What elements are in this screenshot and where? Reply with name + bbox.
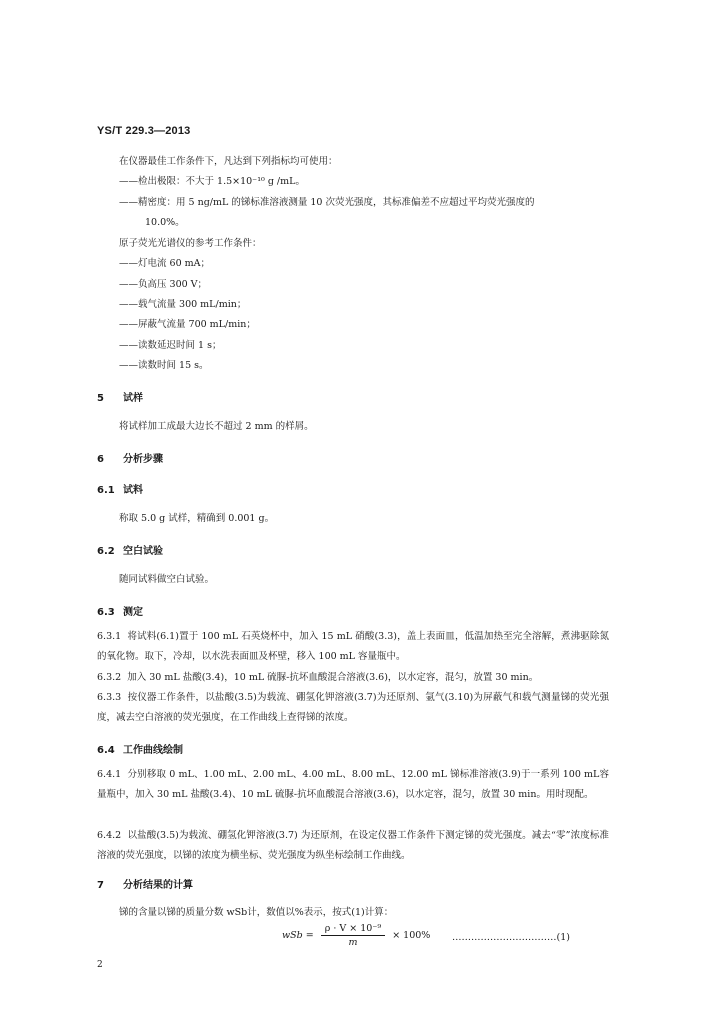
section-heading [97,389,143,404]
section-title: 试样 [123,393,143,404]
intro-line: ——检出极限：不大于 1.5×10⁻¹⁰ g /mL。 [119,176,305,187]
page-number: 2 [97,960,103,970]
clause-paragraph [97,826,609,866]
clause-paragraph [97,765,609,805]
standard-code-header: YS/T 229.3—2013 [97,125,191,137]
section-number: 6.2 [97,546,115,557]
clause-number: 6.3.1 [97,631,122,642]
intro-line: ——读数时间 15 s。 [119,360,209,371]
intro-line: ——负高压 300 V； [119,279,208,290]
formula-number: ……………………………(1) [452,932,570,943]
subsection-heading [97,741,183,756]
clause-text: 按仪器工作条件，以盐酸(3.5)为载流、硼氢化钾溶液(3.7)为还原剂、氩气(3.10)为屏蔽气和载气测量锑的荧光强度，减去空白溶液的荧光强度，在工作曲线上查得锑的浓度。 [97,692,610,723]
section-number: 6.1 [97,485,115,496]
formula-numerator: ρ · V × 10⁻⁹ [321,923,385,936]
clause-text: 加入 30 mL 盐酸(3.4)，10 mL 硫脲-抗坏血酸混合溶液(3.6)，以水定容，混匀，放置 30 min。 [127,672,539,683]
clause-number: 6.3.2 [97,672,122,683]
section-text: 将试样加工成最大边长不超过 2 mm 的样屑。 [119,421,314,432]
section-title: 测定 [123,607,143,618]
calculation-intro: 锑的含量以锑的质量分数 wSb计，数值以%表示，按式(1)计算： [119,907,394,918]
clause-paragraph [97,627,609,667]
clause-text: 将试料(6.1)置于 100 mL 石英烧杯中，加入 15 mL 硝酸(3.3)，盖上表面皿，低温加热至完全溶解，煮沸驱除氮的氧化物。取下，冷却，以水洗表面皿及杯壁，移入 100 mL 容量瓶中。 [97,631,609,662]
intro-line: ——精密度：用 5 ng/mL 的锑标准溶液测量 10 次荧光强度，其标准偏差不应超过平均荧光强度的 [119,197,535,208]
formula-rhs: × 100% [392,930,431,941]
section-text: 随同试料做空白试验。 [119,574,215,585]
intro-line: ——载气流量 300 mL/min； [119,299,247,310]
section-title: 空白试验 [123,546,163,557]
clause-number: 6.4.2 [97,830,122,841]
intro-line: ——读数延迟时间 1 s； [119,340,222,351]
section-text: 称取 5.0 g 试样，精确到 0.001 g。 [119,513,275,524]
subsection-heading [97,481,143,496]
section-title: 工作曲线绘制 [123,745,183,756]
clause-text: 分别移取 0 mL、1.00 mL、2.00 mL、4.00 mL、8.00 mL、12.00 mL 锑标准溶液(3.9)于一系列 100 mL容量瓶中，加入 30 mL 盐酸(3.4)、10 mL 硫脲-抗坏血酸混合溶液(3.6)，以水定容，混匀，放置 30 min。用时现配。 [97,769,610,800]
section-heading [97,450,163,465]
intro-line: 原子荧光光谱仪的参考工作条件： [119,238,262,249]
clause-paragraph [97,688,609,728]
section-title: 分析步骤 [123,454,163,465]
intro-line: ——灯电流 60 mA； [119,258,210,269]
intro-line: 在仪器最佳工作条件下，凡达到下列指标均可使用： [119,156,338,167]
clause-paragraph [97,668,609,688]
section-number: 7 [97,880,104,891]
intro-line: 10.0%。 [145,217,185,228]
formula-denominator: m [348,937,358,948]
section-title: 分析结果的计算 [123,880,193,891]
section-heading [97,876,193,891]
section-number: 6 [97,454,104,465]
formula-lhs: wSb = [282,930,314,941]
section-title: 试料 [123,485,143,496]
section-number: 5 [97,393,104,404]
subsection-heading [97,542,163,557]
clause-number: 6.4.1 [97,769,122,780]
formula-fraction [321,923,385,948]
clause-text: 以盐酸(3.5)为载流、硼氢化钾溶液(3.7) 为还原剂，在设定仪器工作条件下测定锑的荧光强度。减去“零”浓度标准溶液的荧光强度，以锑的浓度为横坐标、荧光强度为纵坐标绘制工作曲线。 [97,830,610,861]
intro-line: ——屏蔽气流量 700 mL/min； [119,319,256,330]
subsection-heading [97,603,143,618]
formula-1 [282,923,430,948]
clause-number: 6.3.3 [97,692,122,703]
section-number: 6.4 [97,745,115,756]
section-number: 6.3 [97,607,115,618]
